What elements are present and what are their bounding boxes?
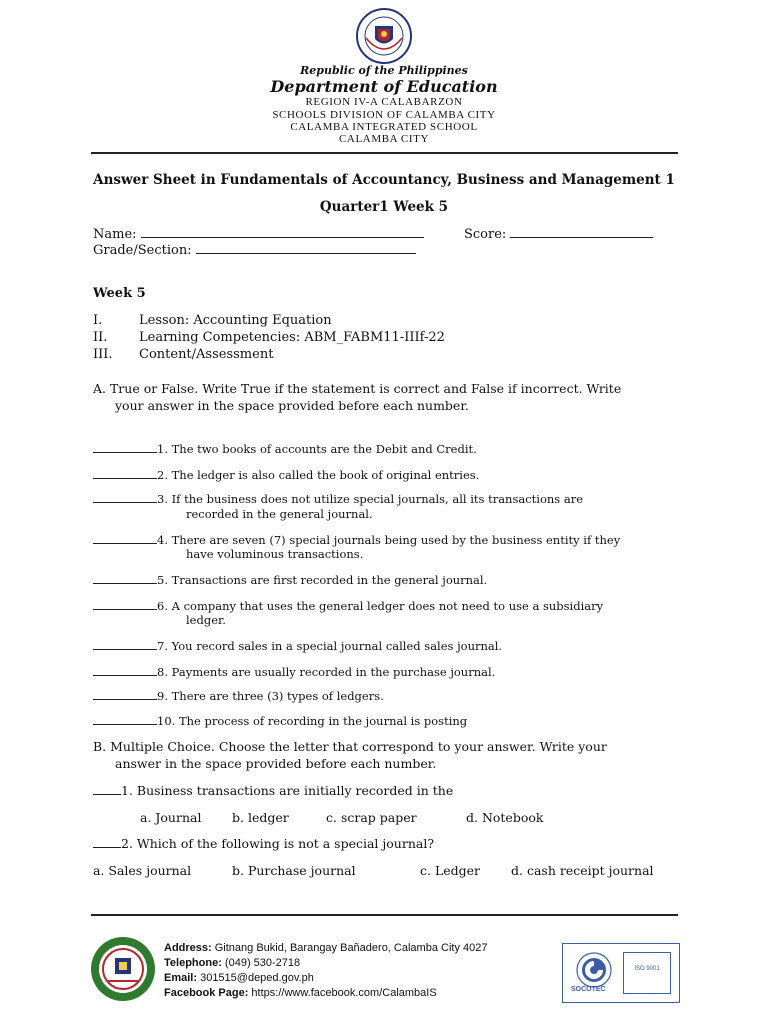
q2-choice-b: b. Purchase journal (232, 863, 356, 878)
item-number: 3 (157, 492, 165, 506)
iso-box (623, 952, 671, 994)
answer-blank[interactable] (93, 688, 157, 700)
mc-question-2 (93, 836, 434, 851)
item-number: 6 (157, 599, 165, 613)
city-line: CALAMBA CITY (338, 133, 429, 145)
answer-blank[interactable] (93, 467, 157, 479)
socotec-label: SOCOTEC (571, 986, 606, 993)
answer-blank[interactable] (93, 441, 157, 453)
question-text: 1. Business transactions are initially recorded in the (121, 783, 454, 798)
q1-choice-b: b. ledger (232, 810, 289, 825)
section-b-instruction-1: B. Multiple Choice. Choose the letter that correspond to your answer. Write your (93, 739, 607, 754)
footer-facebook[interactable]: Facebook Page: https://www.facebook.com/CalambaIS (164, 987, 437, 999)
item-text: Transactions are first recorded in the general journal. (171, 573, 488, 587)
answer-blank[interactable] (93, 836, 121, 848)
deped-seal (356, 8, 412, 64)
section-b-instruction-2: answer in the space provided before each number. (115, 756, 437, 771)
name-blank[interactable] (141, 226, 424, 238)
item-number: 2 (157, 468, 165, 482)
outline-num-2: II. (93, 330, 108, 345)
item-text: Payments are usually recorded in the purchase journal. (171, 665, 496, 679)
grade-section-label: Grade/Section: (93, 243, 192, 258)
tf-item-7: 7. You record sales in a special journal called sales journal. (93, 638, 502, 653)
socotec-certification-badge (562, 943, 680, 1003)
item-text: The process of recording in the journal is posting (178, 714, 468, 728)
iso-label: ISO 9001 (634, 966, 660, 972)
republic-line: Republic of the Philippines (300, 64, 468, 77)
division-line: SCHOOLS DIVISION OF CALAMBA CITY (272, 109, 496, 121)
mc-question-1 (93, 783, 453, 798)
outline-num-1: I. (93, 313, 103, 328)
footer-divider (91, 914, 678, 916)
q2-choice-d: d. cash receipt journal (511, 863, 654, 878)
answer-blank[interactable] (93, 783, 121, 795)
item-number: 8 (157, 665, 165, 679)
tf-item-6-continued: ledger. (186, 613, 226, 627)
question-text: 2. Which of the following is not a special journal? (121, 836, 435, 851)
name-label: Name: (93, 227, 137, 242)
q2-choice-c: c. Ledger (420, 863, 481, 878)
tf-item-10: 10. The process of recording in the journal is posting (93, 713, 467, 728)
item-text: You record sales in a special journal called sales journal. (171, 639, 503, 653)
department-name: Department of Education (270, 77, 498, 96)
q1-choice-d: d. Notebook (466, 810, 544, 825)
answer-blank[interactable] (93, 638, 157, 650)
tf-item-6: 6. A company that uses the general ledger does not need to use a subsidiary (93, 598, 603, 613)
score-blank[interactable] (510, 226, 653, 238)
section-a-instruction-2: your answer in the space provided before each number. (115, 398, 469, 413)
tf-item-9: 9. There are three (3) types of ledgers. (93, 688, 384, 703)
region-line: REGION IV-A CALABARZON (305, 96, 463, 108)
answer-blank[interactable] (93, 664, 157, 676)
footer-contact (164, 941, 487, 1001)
outline-text-3: Content/Assessment (139, 347, 274, 362)
item-number: 9 (157, 689, 165, 703)
answer-blank[interactable] (93, 532, 157, 544)
item-text: A company that uses the general ledger does not need to use a subsidiary (171, 599, 604, 613)
tf-item-4-continued: have voluminous transactions. (186, 547, 364, 561)
school-line: CALAMBA INTEGRATED SCHOOL (290, 121, 478, 133)
item-number: 10 (157, 714, 172, 728)
q2-choice-a: a. Sales journal (93, 863, 192, 878)
answer-blank[interactable] (93, 491, 157, 503)
item-number: 1 (157, 442, 165, 456)
header-divider (91, 152, 678, 154)
school-seal-icon (90, 936, 156, 1002)
item-text: The two books of accounts are the Debit and Credit. (171, 442, 477, 456)
tf-item-3-continued: recorded in the general journal. (186, 507, 373, 521)
tf-item-2: 2. The ledger is also called the book of original entries. (93, 467, 479, 482)
footer-address: Address: Gitnang Bukid, Barangay Bañadero, Calamba City 4027 (164, 942, 488, 954)
answer-blank[interactable] (93, 598, 157, 610)
footer-email[interactable]: Email: 301515@deped.gov.ph (164, 972, 314, 984)
item-number: 7 (157, 639, 165, 653)
outline-text-2: Learning Competencies: ABM_FABM11-IIIf-22 (139, 330, 445, 345)
item-text: There are seven (7) special journals being used by the business entity if they (171, 533, 621, 547)
week-heading: Week 5 (93, 286, 146, 301)
answer-blank[interactable] (93, 572, 157, 584)
item-text: The ledger is also called the book of original entries. (171, 468, 480, 482)
tf-item-3: 3. If the business does not utilize special journals, all its transactions are (93, 491, 583, 506)
sheet-title: Answer Sheet in Fundamentals of Accountancy, Business and Management 1 (93, 172, 675, 188)
footer-telephone: Telephone: (049) 530-2718 (164, 957, 301, 969)
item-number: 5 (157, 573, 165, 587)
answer-blank[interactable] (93, 713, 157, 725)
q1-choice-a: a. Journal (140, 810, 202, 825)
item-number: 4 (157, 533, 165, 547)
tf-item-4: 4. There are seven (7) special journals being used by the business entity if they (93, 532, 620, 547)
outline-text-1: Lesson: Accounting Equation (139, 313, 332, 328)
q1-choice-c: c. scrap paper (326, 810, 417, 825)
score-label: Score: (464, 227, 507, 242)
tf-item-5: 5. Transactions are first recorded in the general journal. (93, 572, 487, 587)
outline-num-3: III. (93, 347, 113, 362)
grade-section-field[interactable] (93, 242, 416, 258)
section-a-instruction-1: A. True or False. Write True if the statement is correct and False if incorrect. Write (93, 381, 622, 396)
score-field[interactable] (464, 226, 653, 242)
grade-section-blank[interactable] (196, 242, 416, 254)
item-text: There are three (3) types of ledgers. (171, 689, 384, 703)
sheet-subtitle: Quarter1 Week 5 (319, 199, 449, 215)
name-field[interactable] (93, 226, 424, 242)
item-text: If the business does not utilize special journals, all its transactions are (171, 492, 584, 506)
tf-item-8: 8. Payments are usually recorded in the purchase journal. (93, 664, 495, 679)
tf-item-1: 1. The two books of accounts are the Debit and Credit. (93, 441, 477, 456)
